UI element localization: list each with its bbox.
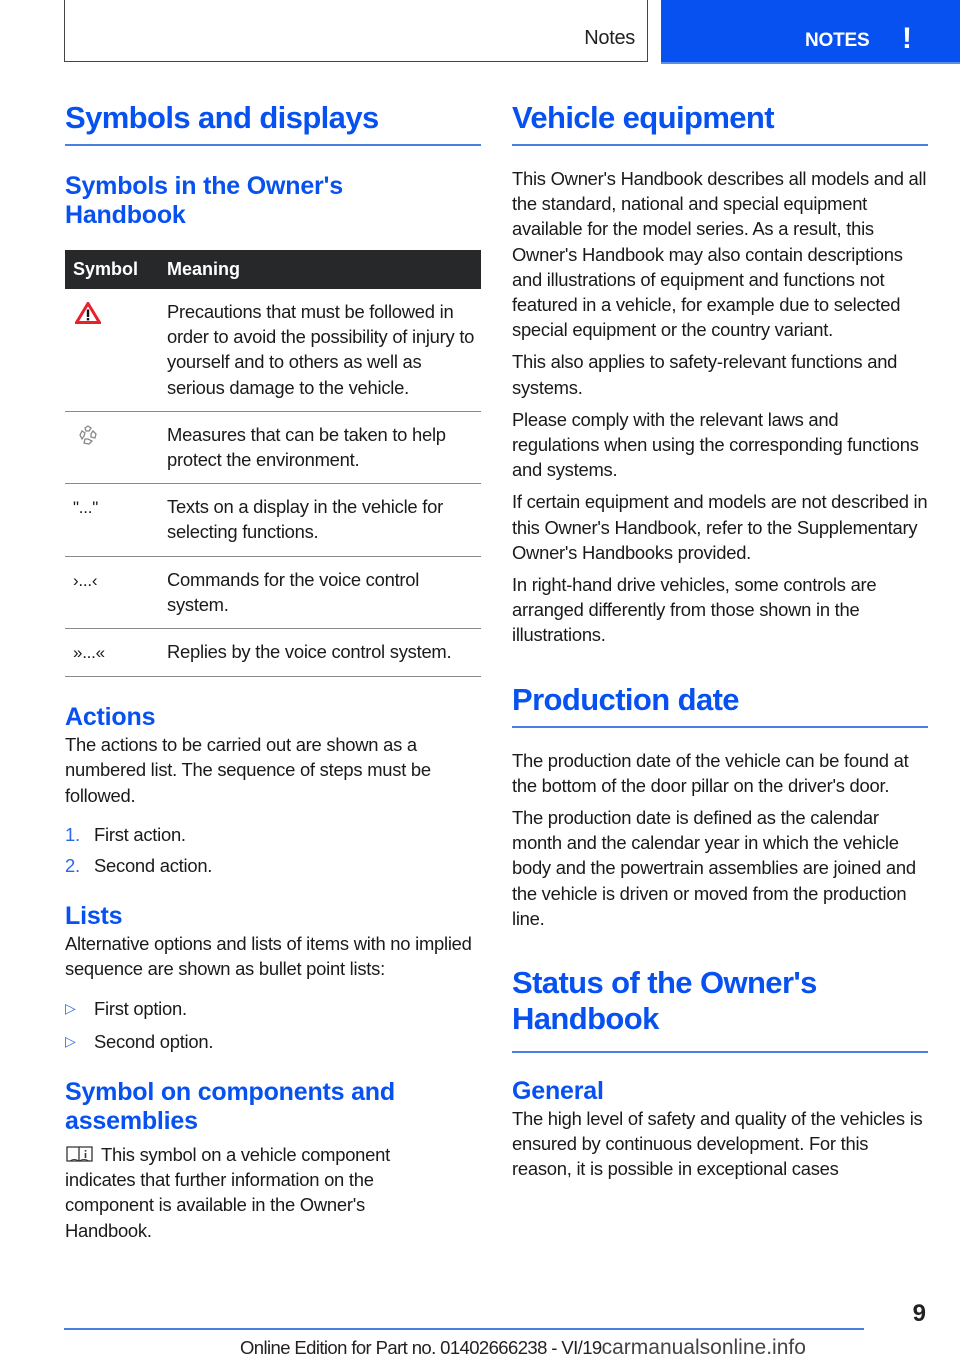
list-number: 2. xyxy=(65,855,80,877)
chapter-header-tab xyxy=(661,0,960,64)
watermark-text: carmanualsonline.info xyxy=(601,1336,806,1359)
symbol-text: "..." xyxy=(73,498,98,518)
symbol-text: »...« xyxy=(73,643,105,663)
heading-symbol-on-components: Symbol on components and assemblies xyxy=(65,1078,395,1136)
heading-lists: Lists xyxy=(65,902,123,931)
section-title-status-handbook: Status of the Owner's Handbook xyxy=(512,965,817,1037)
chapter-label: NOTES xyxy=(805,30,870,51)
paragraph: The production date is defined as the calendar month and the calendar year in which the vehicle body and the powertrain assemblies are joined and the vehicle is driven or moved from the production line. xyxy=(512,807,916,929)
section-rule xyxy=(512,1051,928,1053)
column-header-symbol: Symbol xyxy=(65,250,167,289)
paragraph: Please comply with the relevant laws and regulations when using the corresponding functions and systems. xyxy=(512,408,919,481)
bullet-list xyxy=(65,996,481,1054)
paragraph: In right-hand drive vehicles, some controls are arranged differently from those shown in the illustrations. xyxy=(512,574,877,646)
table-row xyxy=(65,629,481,677)
list-item-text: Second action. xyxy=(94,855,213,877)
lists-description: Alternative options and lists of items with no implied sequence are shown as bullet point lists: xyxy=(65,933,472,980)
vehicle-equipment-body xyxy=(512,166,928,648)
list-item xyxy=(65,853,481,878)
meaning-cell: Measures that can be taken to help protect the environment. xyxy=(167,411,481,483)
symbol-cell xyxy=(65,411,167,483)
list-item xyxy=(65,1029,481,1054)
list-number: 1. xyxy=(65,823,80,845)
list-item-text: First option. xyxy=(94,997,187,1019)
edition-text: Online Edition for Part no. 01402666238 - VI/19 xyxy=(240,1337,602,1358)
symbol-cell xyxy=(65,629,167,677)
actions-description: The actions to be carried out are shown as a numbered list. The sequence of steps must be followed. xyxy=(65,734,431,806)
meaning-cell: Commands for the voice control system. xyxy=(167,556,481,628)
exclamation-icon: ! xyxy=(902,22,912,55)
table-row xyxy=(65,289,481,411)
table-row xyxy=(65,556,481,628)
page-number: 9 xyxy=(912,1300,926,1327)
bullet-triangle-icon: ▷ xyxy=(65,999,76,1016)
heading-symbols-in-handbook: Symbols in the Owner's Handbook xyxy=(65,172,343,229)
components-text: This symbol on a vehicle component indicates that further information on the component is available in the Owner's Handbook. xyxy=(65,1144,390,1241)
footer-rule xyxy=(64,1328,864,1330)
handbook-info-icon xyxy=(65,1145,95,1163)
actions-numbered-list xyxy=(65,822,481,878)
table-row xyxy=(65,484,481,556)
paragraph: This Owner's Handbook describes all models and all the standard, national and special equipment available for the model series. As a result, this Owner's Handbook may also contain descriptions and illustrations of equipment and functions not featured in a vehicle, for example due to selected special equipment or the country variant. xyxy=(512,168,927,341)
list-item xyxy=(65,996,481,1021)
meaning-cell: Replies by the voice control system. xyxy=(167,629,481,677)
warning-triangle-icon xyxy=(75,302,101,324)
table-row xyxy=(65,411,481,483)
right-column xyxy=(512,100,928,1182)
column-header-meaning: Meaning xyxy=(167,250,481,289)
section-title-production-date: Production date xyxy=(512,682,928,728)
list-item-text: First action. xyxy=(94,823,186,845)
production-date-body xyxy=(512,748,928,931)
paragraph: This also applies to safety-relevant functions and systems. xyxy=(512,351,898,398)
symbol-cell xyxy=(65,484,167,556)
meaning-cell: Texts on a display in the vehicle for selecting functions. xyxy=(167,484,481,556)
general-description: The high level of safety and quality of the vehicles is ensured by continuous development. For this reason, it is possible in exceptional cases xyxy=(512,1108,923,1180)
section-header-tab xyxy=(64,0,648,62)
recycle-icon xyxy=(77,424,99,446)
list-item-text: Second option. xyxy=(94,1030,214,1052)
components-description xyxy=(65,1142,425,1243)
meaning-cell: Precautions that must be followed in order to avoid the possibility of injury to yourself and to others as well as serious damage to the vehicle. xyxy=(167,289,481,411)
heading-general: General xyxy=(512,1077,604,1106)
list-item xyxy=(65,822,481,847)
left-column xyxy=(65,100,481,1243)
footer-edition xyxy=(240,1336,806,1360)
bullet-triangle-icon: ▷ xyxy=(65,1032,76,1049)
paragraph: The production date of the vehicle can be found at the bottom of the door pillar on the driver's door. xyxy=(512,749,909,796)
symbol-cell xyxy=(65,556,167,628)
section-title-symbols-displays: Symbols and displays xyxy=(65,100,481,146)
symbols-table xyxy=(65,250,481,677)
paragraph: If certain equipment and models are not described in this Owner's Handbook, refer to the Supplementary Owner's Handbooks provided. xyxy=(512,491,928,563)
symbol-cell xyxy=(65,289,167,411)
heading-actions: Actions xyxy=(65,703,156,732)
table-header-row xyxy=(65,250,481,289)
section-label: Notes xyxy=(584,27,635,49)
section-title-vehicle-equipment: Vehicle equipment xyxy=(512,100,928,146)
symbol-text: ›...‹ xyxy=(73,570,98,590)
